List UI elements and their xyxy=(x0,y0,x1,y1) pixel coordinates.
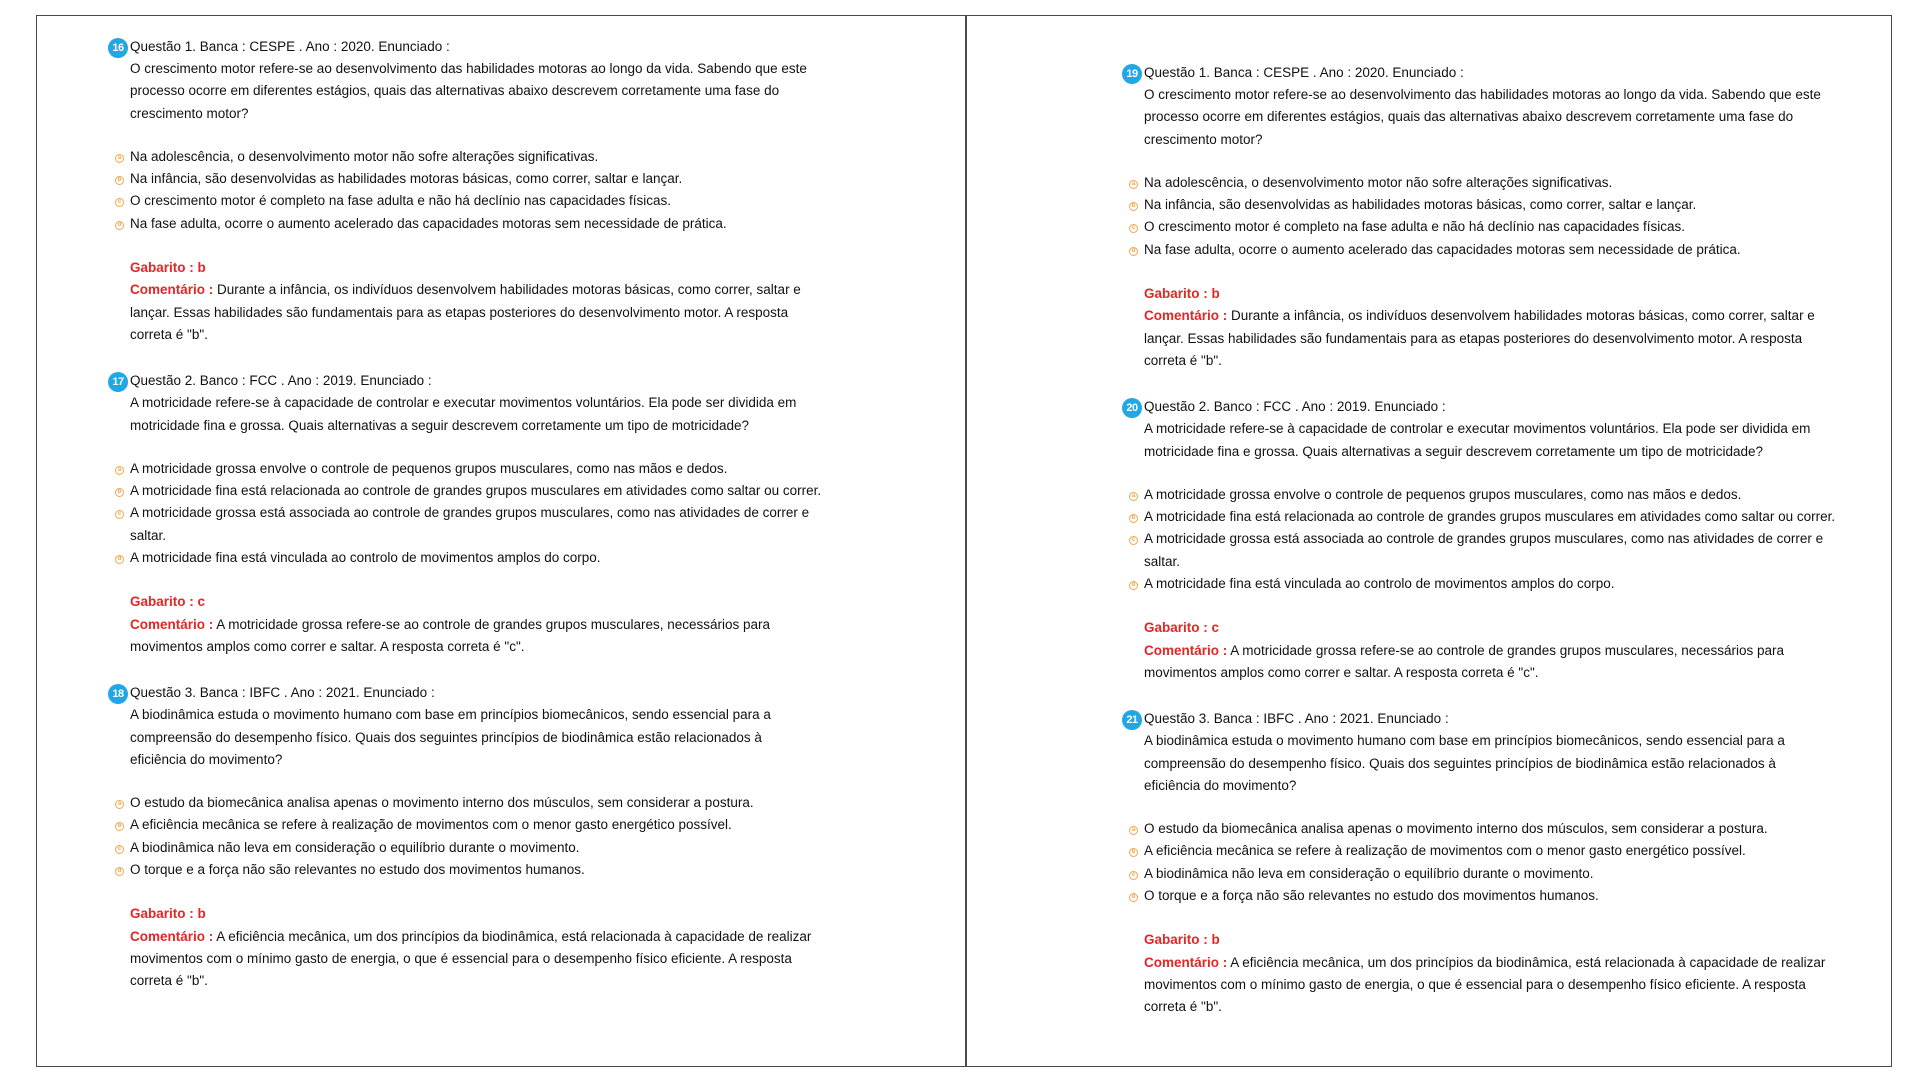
option-item[interactable] xyxy=(1122,528,1842,573)
option-item[interactable] xyxy=(108,168,828,190)
gabarito-label: Gabarito : b xyxy=(130,906,206,922)
comentario xyxy=(130,614,828,659)
option-radio-icon[interactable]: c xyxy=(1129,536,1138,545)
option-text: O estudo da biomecânica analisa apenas o movimento interno dos músculos, sem considerar a postura. xyxy=(1144,821,1768,837)
option-radio-icon[interactable]: d xyxy=(1129,581,1138,590)
gabarito-label: Gabarito : b xyxy=(1144,286,1220,302)
statement-line: motricidade fina e grossa. Quais alternativas a seguir descrevem corretamente um tipo de motricidade? xyxy=(130,417,750,433)
comentario-text: Durante a infância, os indivíduos desenvolvem habilidades motoras básicas, como correr, saltar e xyxy=(213,282,801,298)
option-text: O estudo da biomecânica analisa apenas o movimento interno dos músculos, sem considerar a postura. xyxy=(130,795,754,811)
option-radio-icon[interactable]: d xyxy=(115,221,124,230)
statement-line: processo ocorre em diferentes estágios, quais das alternativas abaixo descrevem corretamente uma fase do xyxy=(1144,109,1794,125)
question-header-text: Questão 3. Banca : IBFC . Ano : 2021. Enunciado : xyxy=(130,685,435,701)
question-number-badge: 16 xyxy=(108,38,128,58)
question-statement xyxy=(1122,730,1842,797)
comentario-text: A eficiência mecânica, um dos princípios da biodinâmica, está relacionada à capacidade de realizar xyxy=(1227,954,1826,970)
option-text: A motricidade grossa está associada ao controle de grandes grupos musculares, como nas atividades de correr e saltar. xyxy=(1144,531,1824,569)
option-text: Na adolescência, o desenvolvimento motor não sofre alterações significativas. xyxy=(130,148,599,164)
option-item[interactable] xyxy=(1122,863,1842,885)
option-radio-icon[interactable]: d xyxy=(1129,893,1138,902)
answer-section xyxy=(108,903,828,992)
question-statement xyxy=(1122,84,1842,151)
comentario xyxy=(130,279,828,346)
question-statement xyxy=(108,58,828,125)
option-item[interactable] xyxy=(1122,172,1842,194)
options-list xyxy=(1122,172,1842,261)
comentario-text: A eficiência mecânica, um dos princípios da biodinâmica, está relacionada à capacidade de realizar xyxy=(213,928,812,944)
comentario-label: Comentário : xyxy=(1144,954,1228,970)
comentario-text: movimentos amplos como correr e saltar. A resposta correta é "c". xyxy=(130,638,525,654)
statement-line: A motricidade refere-se à capacidade de controlar e executar movimentos voluntários. Ela pode ser dividida em xyxy=(1144,421,1811,437)
statement-line: motricidade fina e grossa. Quais alternativas a seguir descrevem corretamente um tipo de motricidade? xyxy=(1144,443,1764,459)
comentario-text: correta é "b". xyxy=(1144,999,1222,1015)
comentario-text: A motricidade grossa refere-se ao controle de grandes grupos musculares, necessários para xyxy=(1227,642,1785,658)
question-block xyxy=(1122,708,1842,1018)
question-header-text: Questão 2. Banco : FCC . Ano : 2019. Enunciado : xyxy=(1144,399,1446,415)
gabarito-label: Gabarito : b xyxy=(130,260,206,276)
question-statement xyxy=(108,704,828,771)
gabarito-label: Gabarito : c xyxy=(130,594,206,610)
options-list xyxy=(108,458,828,569)
option-item[interactable] xyxy=(1122,885,1842,907)
question-header-text: Questão 1. Banca : CESPE . Ano : 2020. Enunciado : xyxy=(130,39,450,54)
comentario-text: correta é "b". xyxy=(1144,352,1222,368)
statement-line: A motricidade refere-se à capacidade de controlar e executar movimentos voluntários. Ela pode ser dividida em xyxy=(130,395,797,411)
option-text: A biodinâmica não leva em consideração o equilíbrio durante o movimento. xyxy=(1144,865,1594,881)
right-page xyxy=(1122,62,1842,1019)
option-text: Na fase adulta, ocorre o aumento acelerado das capacidades motoras sem necessidade de prática. xyxy=(130,215,727,231)
option-item[interactable] xyxy=(108,792,828,814)
option-text: Na infância, são desenvolvidas as habilidades motoras básicas, como correr, saltar e lançar. xyxy=(1144,197,1697,213)
answer-section xyxy=(1122,283,1842,372)
option-text: A motricidade grossa envolve o controle de pequenos grupos musculares, como nas mãos e dedos. xyxy=(130,460,728,476)
left-page xyxy=(108,36,828,993)
comentario-label: Comentário : xyxy=(130,928,214,944)
options-list xyxy=(108,146,828,235)
options-list xyxy=(108,792,828,881)
answer-section xyxy=(108,591,828,658)
option-item[interactable] xyxy=(1122,194,1842,216)
comentario-text: correta é "b". xyxy=(130,326,208,342)
option-text: A motricidade grossa envolve o controle de pequenos grupos musculares, como nas mãos e dedos. xyxy=(1144,486,1742,502)
option-radio-icon[interactable]: b xyxy=(1129,202,1138,211)
option-item[interactable] xyxy=(1122,484,1842,506)
question-statement xyxy=(1122,418,1842,463)
option-item[interactable] xyxy=(1122,506,1842,528)
option-radio-icon[interactable]: b xyxy=(1129,848,1138,857)
question-number-badge: 21 xyxy=(1122,710,1142,730)
option-text: A motricidade grossa está associada ao controle de grandes grupos musculares, como nas atividades de correr e saltar. xyxy=(130,505,810,543)
option-radio-icon[interactable]: a xyxy=(115,466,124,475)
option-item[interactable] xyxy=(108,547,828,569)
option-item[interactable] xyxy=(1122,239,1842,261)
option-item[interactable] xyxy=(1122,573,1842,595)
option-item[interactable] xyxy=(108,146,828,168)
statement-line: processo ocorre em diferentes estágios, quais das alternativas abaixo descrevem corretamente uma fase do xyxy=(130,83,780,99)
gabarito-label: Gabarito : b xyxy=(1144,932,1220,948)
option-text: A eficiência mecânica se refere à realização de movimentos com o menor gasto energético possível. xyxy=(1144,843,1746,859)
option-text: O torque e a força não são relevantes no estudo dos movimentos humanos. xyxy=(130,862,585,878)
option-item[interactable] xyxy=(108,502,828,547)
comentario xyxy=(1144,305,1842,372)
option-text: A motricidade fina está relacionada ao controle de grandes grupos musculares em atividades como saltar ou correr. xyxy=(1144,509,1836,525)
option-item[interactable] xyxy=(108,859,828,881)
question-number-badge: 18 xyxy=(108,684,128,704)
answer-section xyxy=(1122,929,1842,1018)
comentario-label: Comentário : xyxy=(130,282,214,298)
answer-section xyxy=(108,257,828,346)
question-header xyxy=(1122,396,1842,418)
comentario-text: correta é "b". xyxy=(130,973,208,989)
question-statement xyxy=(108,392,828,437)
question-number-badge: 19 xyxy=(1122,64,1142,84)
comentario-text: A motricidade grossa refere-se ao controle de grandes grupos musculares, necessários para xyxy=(213,616,771,632)
page-divider xyxy=(965,15,967,1067)
option-radio-icon[interactable]: c xyxy=(115,510,124,519)
option-item[interactable] xyxy=(108,837,828,859)
question-block xyxy=(108,682,828,992)
option-text: Na adolescência, o desenvolvimento motor não sofre alterações significativas. xyxy=(1144,174,1613,190)
option-radio-icon[interactable]: c xyxy=(115,198,124,207)
option-radio-icon[interactable]: a xyxy=(1129,826,1138,835)
comentario xyxy=(130,926,828,993)
comentario-label: Comentário : xyxy=(130,616,214,632)
option-text: O crescimento motor é completo na fase adulta e não há declínio nas capacidades físicas. xyxy=(130,193,672,209)
option-item[interactable] xyxy=(108,190,828,212)
option-radio-icon[interactable]: d xyxy=(115,867,124,876)
comentario xyxy=(1144,952,1842,1019)
option-radio-icon[interactable]: a xyxy=(115,154,124,163)
question-block xyxy=(108,36,828,346)
question-number-badge: 20 xyxy=(1122,398,1142,418)
question-block xyxy=(1122,396,1842,684)
option-text: Na fase adulta, ocorre o aumento acelerado das capacidades motoras sem necessidade de prática. xyxy=(1144,241,1741,257)
comentario-text: movimentos com o mínimo gasto de energia, o que é essencial para o desempenho físico eficiente. A resposta xyxy=(1144,976,1806,992)
option-radio-icon[interactable]: a xyxy=(1129,492,1138,501)
question-block xyxy=(1122,62,1842,372)
option-item[interactable] xyxy=(108,480,828,502)
question-header xyxy=(108,370,828,392)
statement-line: compreensão do desempenho físico. Quais dos seguintes princípios de biodinâmica estão relacionados à xyxy=(1144,755,1776,771)
option-radio-icon[interactable]: c xyxy=(1129,871,1138,880)
statement-line: crescimento motor? xyxy=(130,105,249,121)
comentario-text: lançar. Essas habilidades são fundamentais para as etapas posteriores do desenvolvimento motor. A resposta xyxy=(130,304,789,320)
statement-line: eficiência do movimento? xyxy=(130,751,283,767)
option-text: A motricidade fina está vinculada ao controlo de movimentos amplos do corpo. xyxy=(130,550,601,566)
option-item[interactable] xyxy=(108,213,828,235)
option-radio-icon[interactable]: c xyxy=(115,845,124,854)
option-text: A motricidade fina está vinculada ao controlo de movimentos amplos do corpo. xyxy=(1144,576,1615,592)
statement-line: A biodinâmica estuda o movimento humano com base em princípios biomecânicos, sendo essencial para a xyxy=(130,707,771,723)
option-radio-icon[interactable]: b xyxy=(115,488,124,497)
comentario-text: lançar. Essas habilidades são fundamentais para as etapas posteriores do desenvolvimento motor. A resposta xyxy=(1144,330,1803,346)
gabarito-label: Gabarito : c xyxy=(1144,620,1220,636)
option-text: A eficiência mecânica se refere à realização de movimentos com o menor gasto energético possível. xyxy=(130,817,732,833)
option-radio-icon[interactable]: d xyxy=(1129,247,1138,256)
option-item[interactable] xyxy=(108,814,828,836)
option-text: O torque e a força não são relevantes no estudo dos movimentos humanos. xyxy=(1144,888,1599,904)
question-header-text: Questão 2. Banco : FCC . Ano : 2019. Enunciado : xyxy=(130,373,432,389)
question-header xyxy=(108,682,828,704)
statement-line: eficiência do movimento? xyxy=(1144,777,1297,793)
option-radio-icon[interactable]: b xyxy=(115,176,124,185)
comentario-label: Comentário : xyxy=(1144,642,1228,658)
option-radio-icon[interactable]: a xyxy=(1129,180,1138,189)
option-text: A motricidade fina está relacionada ao controle de grandes grupos musculares em atividades como saltar ou correr. xyxy=(130,483,822,499)
option-item[interactable] xyxy=(1122,216,1842,238)
option-radio-icon[interactable]: a xyxy=(115,800,124,809)
comentario-text: Durante a infância, os indivíduos desenvolvem habilidades motoras básicas, como correr, saltar e xyxy=(1227,308,1815,324)
option-text: A biodinâmica não leva em consideração o equilíbrio durante o movimento. xyxy=(130,839,580,855)
option-radio-icon[interactable]: d xyxy=(115,555,124,564)
statement-line: O crescimento motor refere-se ao desenvolvimento das habilidades motoras ao longo da vida. Sabendo que este xyxy=(130,61,807,76)
option-radio-icon[interactable]: c xyxy=(1129,224,1138,233)
statement-line: compreensão do desempenho físico. Quais dos seguintes princípios de biodinâmica estão relacionados à xyxy=(130,729,762,745)
comentario xyxy=(1144,640,1842,685)
question-header xyxy=(1122,62,1842,84)
statement-line: crescimento motor? xyxy=(1144,131,1263,147)
options-list xyxy=(1122,484,1842,595)
statement-line: A biodinâmica estuda o movimento humano com base em princípios biomecânicos, sendo essencial para a xyxy=(1144,733,1785,749)
option-radio-icon[interactable]: b xyxy=(115,822,124,831)
statement-line: O crescimento motor refere-se ao desenvolvimento das habilidades motoras ao longo da vida. Sabendo que este xyxy=(1144,87,1821,102)
question-header-text: Questão 3. Banca : IBFC . Ano : 2021. Enunciado : xyxy=(1144,711,1449,727)
question-block xyxy=(108,370,828,658)
options-list xyxy=(1122,818,1842,907)
question-header xyxy=(1122,708,1842,730)
question-header-text: Questão 1. Banca : CESPE . Ano : 2020. Enunciado : xyxy=(1144,65,1464,80)
comentario-text: movimentos amplos como correr e saltar. A resposta correta é "c". xyxy=(1144,664,1539,680)
option-item[interactable] xyxy=(108,458,828,480)
comentario-text: movimentos com o mínimo gasto de energia, o que é essencial para o desempenho físico eficiente. A resposta xyxy=(130,950,792,966)
option-item[interactable] xyxy=(1122,818,1842,840)
option-text: O crescimento motor é completo na fase adulta e não há declínio nas capacidades físicas. xyxy=(1144,219,1686,235)
option-item[interactable] xyxy=(1122,840,1842,862)
comentario-label: Comentário : xyxy=(1144,308,1228,324)
option-text: Na infância, são desenvolvidas as habilidades motoras básicas, como correr, saltar e lançar. xyxy=(130,171,683,187)
answer-section xyxy=(1122,617,1842,684)
question-header xyxy=(108,36,828,58)
question-number-badge: 17 xyxy=(108,372,128,392)
option-radio-icon[interactable]: b xyxy=(1129,514,1138,523)
